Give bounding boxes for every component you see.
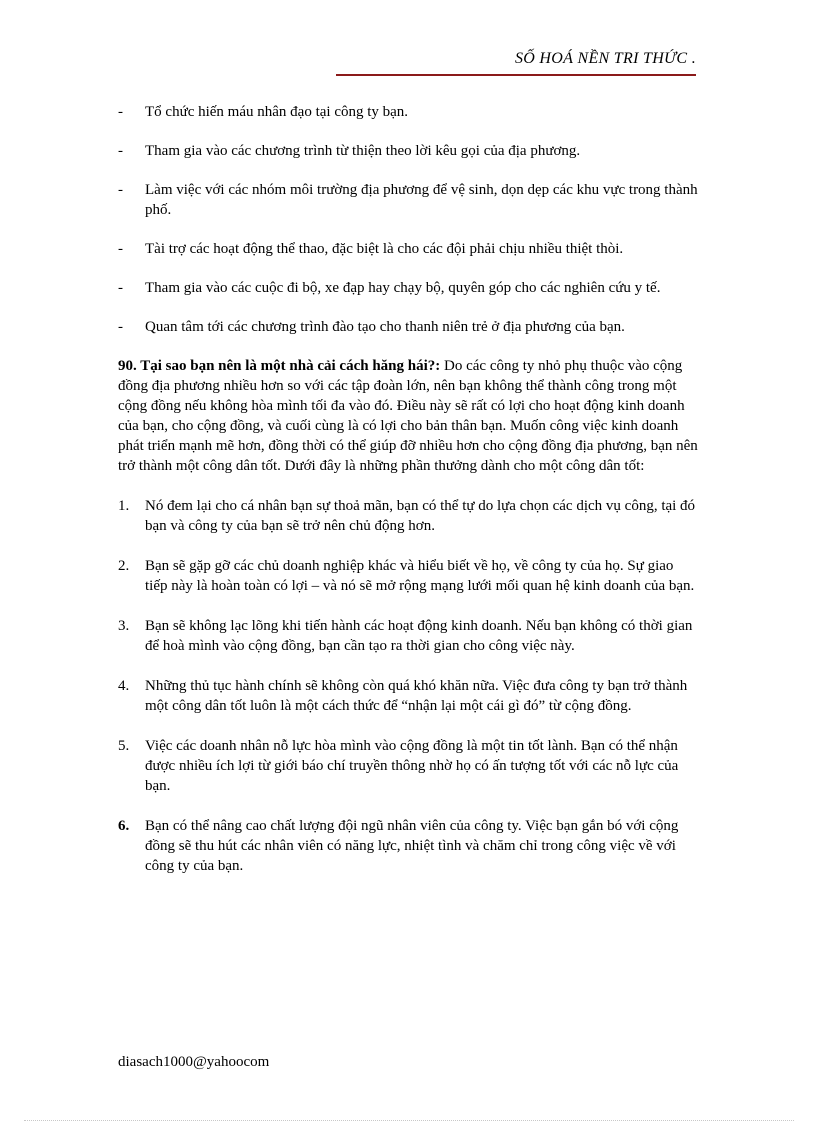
item-text: Bạn sẽ gặp gỡ các chủ doanh nghiệp khác và hiểu biết về họ, về công ty của họ. Sự giao tiếp này là hoàn toàn có lợi – và nó sẽ mở rộng mạng lưới mối quan hệ kinh doanh của bạn. xyxy=(145,558,695,594)
section-body: Do các công ty nhỏ phụ thuộc vào cộng đồng địa phương nhiều hơn so với các tập đoàn lớn, nên bạn không thể thành công trong một cộng đồng nếu không hòa mình tối đa vào đó. Điều này sẽ rất có lợi cho hoạt động kinh doanh của bạn, cho cộng đồng, và cuối cùng là có lợi cho bản thân bạn. Muốn công việc kinh doanh phát triển mạnh mẽ hơn, đồng thời có thể giúp đỡ nhiều hơn cho cộng đồng địa phương, bạn nên trở thành một công dân tốt. Dưới đây là những phần thưởng dành cho một công dân tốt: xyxy=(118,358,698,474)
numbered-item xyxy=(118,616,698,656)
bullet-text: Tổ chức hiến máu nhân đạo tại công ty bạn. xyxy=(145,104,409,120)
section-heading: 90. Tại sao bạn nên là một nhà cải cách hăng hái?: xyxy=(118,358,441,374)
bullet-text: Quan tâm tới các chương trình đào tạo cho thanh niên trẻ ở địa phương của bạn. xyxy=(145,319,625,335)
item-text: Bạn sẽ không lạc lõng khi tiến hành các hoạt động kinh doanh. Nếu bạn không có thời gian để hoà mình vào cộng đồng, bạn cần tạo ra thời gian cho công việc này. xyxy=(145,618,693,654)
list-item xyxy=(118,317,698,337)
header-title: SỐ HOÁ NỀN TRI THỨC . xyxy=(514,50,696,67)
item-number: 6. xyxy=(118,818,130,834)
bullet-mark: - xyxy=(118,182,123,198)
footer-email: diasach1000@yahoocom xyxy=(118,1054,270,1070)
section-paragraph xyxy=(118,356,698,476)
list-item xyxy=(118,278,698,298)
numbered-item xyxy=(118,816,698,876)
item-number: 2. xyxy=(118,558,130,574)
item-number: 5. xyxy=(118,738,130,754)
bullet-text: Tài trợ các hoạt động thể thao, đặc biệt là cho các đội phải chịu nhiều thiệt thòi. xyxy=(145,241,624,257)
list-item xyxy=(118,102,698,122)
item-text: Những thủ tục hành chính sẽ không còn quá khó khăn nữa. Việc đưa công ty bạn trở thành một công dân tốt luôn là một cách thức để “nhận lại một cái gì đó” từ cộng đồng. xyxy=(145,678,688,714)
bullet-mark: - xyxy=(118,241,123,257)
numbered-item xyxy=(118,496,698,536)
bullet-text: Tham gia vào các chương trình từ thiện theo lời kêu gọi của địa phương. xyxy=(145,143,581,159)
numbered-item xyxy=(118,556,698,596)
item-text: Bạn có thể nâng cao chất lượng đội ngũ nhân viên của công ty. Việc bạn gắn bó với cộng đồng sẽ thu hút các nhân viên có năng lực, nhiệt tình và chăm chỉ trong công việc về với công ty của bạn. xyxy=(145,818,679,874)
list-item xyxy=(118,180,698,220)
item-number: 1. xyxy=(118,498,130,514)
list-item xyxy=(118,141,698,161)
bullet-text: Làm việc với các nhóm môi trường địa phương để vệ sinh, dọn dẹp các khu vực trong thành phố. xyxy=(145,182,698,218)
bullet-mark: - xyxy=(118,104,123,120)
page-content xyxy=(118,102,698,896)
header-rule xyxy=(336,74,696,76)
item-number: 3. xyxy=(118,618,130,634)
bullet-mark: - xyxy=(118,319,123,335)
numbered-item xyxy=(118,676,698,716)
bullet-mark: - xyxy=(118,143,123,159)
item-text: Việc các doanh nhân nỗ lực hòa mình vào cộng đồng là một tin tốt lành. Bạn có thể nhận được nhiều ích lợi từ giới báo chí truyền thông nhờ họ có ấn tượng tốt với các nỗ lực của bạn. xyxy=(145,738,679,794)
bullet-mark: - xyxy=(118,280,123,296)
item-text: Nó đem lại cho cá nhân bạn sự thoả mãn, bạn có thể tự do lựa chọn các dịch vụ công, tại đó bạn và công ty của bạn sẽ trở nên chủ động hơn. xyxy=(145,498,696,534)
bullet-text: Tham gia vào các cuộc đi bộ, xe đạp hay chạy bộ, quyên góp cho các nghiên cứu y tế. xyxy=(145,280,661,296)
numbered-item xyxy=(118,736,698,796)
list-item xyxy=(118,239,698,259)
item-number: 4. xyxy=(118,678,130,694)
footer-rule xyxy=(24,1120,794,1121)
